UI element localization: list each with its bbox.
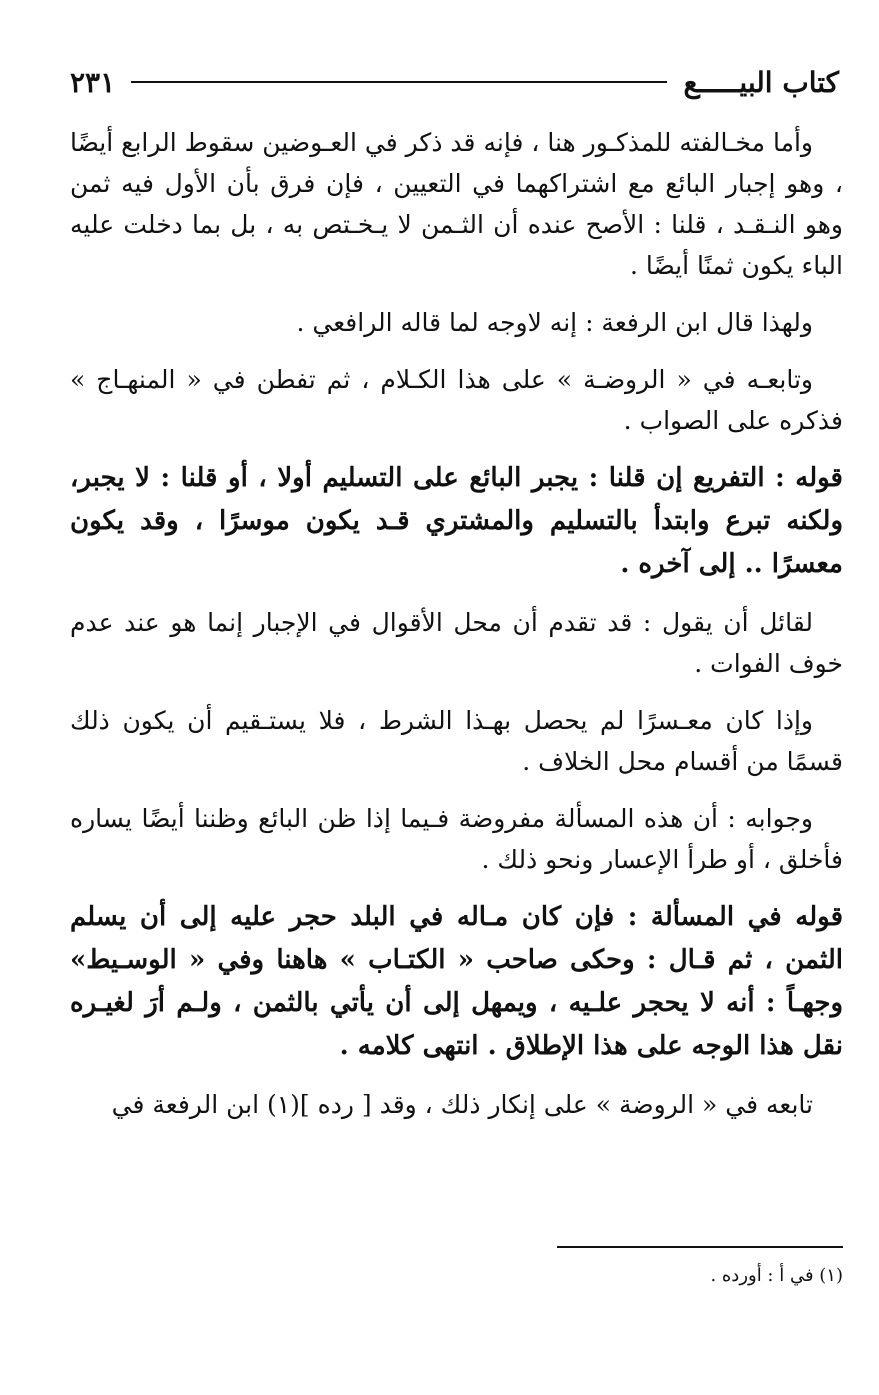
- header-rule: [131, 81, 667, 83]
- page-number: ٢٣١: [70, 65, 116, 99]
- paragraph-7: وجوابه : أن هذه المسألة مفروضة فـيما إذا ظن البائع وظننا أيضًا يساره فأخلق ، أو طرأ الإعسار ونحو ذلك .: [70, 804, 843, 874]
- footnote-rule: [557, 1246, 843, 1248]
- paragraph-8-quote: قوله في المسألة : فإن كان مـاله في البلد حجر عليه إلى أن يسلم الثمن ، ثم قـال : وحكى صاحب « الكتـاب » هاهنا وفي « الوسـيط» وجهـاً : أنه لا يحجر علـيه ، ويمهل إلى أن يأتي بالثمن ، ولـم أرَ لغيـره نقل هذا الوجه على هذا الإطلاق . انتهى كلامه .: [70, 902, 843, 1061]
- header-title: كتاب البيـــــع: [683, 65, 839, 99]
- paragraph-4-quote: قوله : التفريع إن قلنا : يجبر البائع على التسليم أولا ، أو قلنا : لا يجبر، ولكنه تبرع وابتدأ بالتسليم والمشتري قـد يكون موسرًا ، وقد يكون معسرًا .. إلى آخره .: [70, 463, 843, 579]
- paragraph-6: وإذا كان معـسرًا لم يحصل بهـذا الشرط ، فلا يستـقيم أن يكون ذلك قسمًا من أقسام محل الخلاف .: [70, 706, 843, 776]
- paragraph-3: وتابعـه في « الروضـة » على هذا الكـلام ، ثم تفطن في « المنهـاج » فذكره على الصواب .: [70, 365, 843, 435]
- paragraph-5: لقائل أن يقول : قد تقدم أن محل الأقوال في الإجبار إنما هو عند عدم خوف الفوات .: [70, 608, 843, 678]
- footnote: (١) في أ : أورده .: [710, 1265, 843, 1286]
- running-header: [70, 60, 839, 104]
- paragraph-1: وأما مخـالفته للمذكـور هنا ، فإنه قد ذكر في العـوضين سقوط الرابع أيضًا ، وهو إجبار البائع مع اشتراكهما في التعيين ، فإن فرق بأن الأول فيه ثمن وهو النـقـد ، قلنا : الأصح عنده أن الثـمن لا يـخـتص به ، بل بما دخلت عليه الباء يكون ثمنًا أيضًا .: [70, 128, 843, 280]
- paragraph-2: ولهذا قال ابن الرفعة : إنه لاوجه لما قاله الرافعي .: [296, 308, 813, 337]
- page-body: [70, 122, 843, 1141]
- paragraph-9: تابعه في « الروضة » على إنكار ذلك ، وقد [ رده ](١) ابن الرفعة في: [111, 1090, 813, 1119]
